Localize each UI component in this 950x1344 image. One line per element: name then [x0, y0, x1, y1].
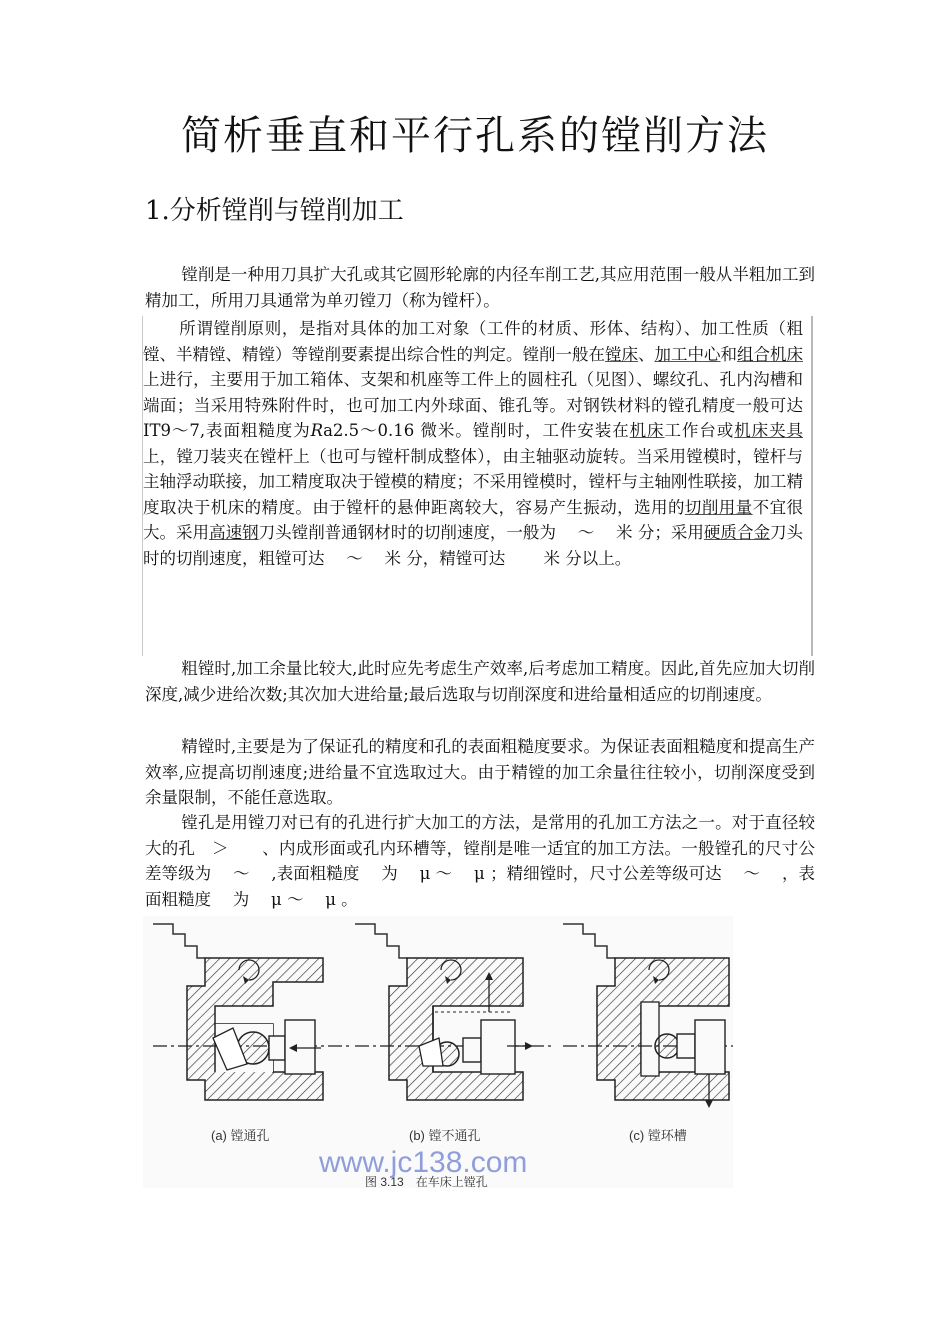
- watermark: www.jc138.com: [319, 1146, 528, 1179]
- diagram-a-through-hole: [153, 924, 353, 1100]
- paragraph-fine-boring: 精镗时,主要是为了保证孔的精度和孔的表面粗糙度要求。为保证表面粗糙度和提高生产效率,应提高切削速度;进给量不宜选取过大。由于精镗的加工余量往往较小，切削深度受到余量限制，不能任意选取。: [145, 737, 815, 807]
- label-a: (a) 镗通孔: [211, 1128, 270, 1143]
- paragraph-principles: 所谓镗削原则，是指对具体的加工对象（工件的材质、形体、结构）、加工性质（粗镗、半精镗、精镗）等镗削要素提出综合性的判定。镗削一般在镗床、加工中心和组合机床上进行，主要用于加工箱体、支架和机座等工件上的圆柱孔（见图）、螺纹孔、孔内沟槽和端面；当采用特殊附件时，也可加工内外球面、锥孔等。对钢铁材料的镗孔精度一般可达 IT9～7,表面粗糙度为Ra2.5～0.16 微米。镗削时，工件安装在机床工作台或机床夹具上，镗刀装夹在镗杆上（也可与镗杆制成整体），由主轴驱动旋转。当采用镗模时，镗杆与主轴浮动联接，加工精度取决于镗模的精度；不采用镗模时，镗杆与主轴刚性联接，加工精度取决于机床的精度。由于镗杆的悬伸距离较大，容易产生振动，选用的切削用量不宜很大。采用高速钢刀头镗削普通钢材时的切削速度，一般为 ～ 米 分；采用硬质合金刀头时的切削速度，粗镗可达 ～ 米 分，精镗可达 米 分以上。: [143, 319, 804, 568]
- paragraph-boring-holes: 镗孔是用镗刀对已有的孔进行扩大加工的方法，是常用的孔加工方法之一。对于直径较大的孔 ＞ 、内成形面或孔内环槽等，镗削是唯一适宜的加工方法。一般镗孔的尺寸公差等级为 ～ ,表面粗糙度 为 μ ～ μ ；精细镗时，尺寸公差等级可达 ～ ，表面粗糙度 为 μ ～ μ 。: [145, 813, 815, 909]
- link-machine-tool[interactable]: 机床: [629, 421, 665, 440]
- link-machining-center[interactable]: 加工中心: [654, 344, 721, 364]
- label-b: (b) 镗不通孔: [409, 1128, 481, 1143]
- link-combination-machine[interactable]: 组合机床: [737, 344, 803, 364]
- link-cutting-parameters[interactable]: 切削用量: [684, 497, 753, 517]
- boring-diagram: [143, 916, 733, 1188]
- boxed-paragraph-frame: [142, 316, 813, 656]
- link-high-speed-steel[interactable]: 高速钢: [209, 523, 259, 542]
- label-c: (c) 镗环槽: [629, 1128, 687, 1143]
- section-heading: 1.分析镗削与镗削加工: [145, 196, 404, 226]
- paragraph-intro: 镗削是一种用刀具扩大孔或其它圆形轮廓的内径车削工艺,其应用范围一般从半粗加工到精加工，所用刀具通常为单刃镗刀（称为镗杆）。: [145, 265, 815, 310]
- diagram-b-blind-hole: [355, 924, 553, 1100]
- document-title: 简析垂直和平行孔系的镗削方法: [181, 113, 769, 159]
- paragraph-rough-boring: 粗镗时,加工余量比较大,此时应先考虑生产效率,后考虑加工精度。因此,首先应加大切削深度,减少进给次数;其次加大进给量;最后选取与切削深度和进给量相适应的切削速度。: [145, 659, 815, 704]
- link-fixture[interactable]: 机床夹具: [734, 421, 804, 440]
- link-carbide[interactable]: 硬质合金: [703, 523, 770, 542]
- boring-figure: [143, 916, 733, 1188]
- figure-caption: 图 3.13 在车床上镗孔: [365, 1175, 488, 1188]
- link-boring-machine[interactable]: 镗床: [605, 344, 638, 364]
- diagram-c-groove: [563, 924, 733, 1108]
